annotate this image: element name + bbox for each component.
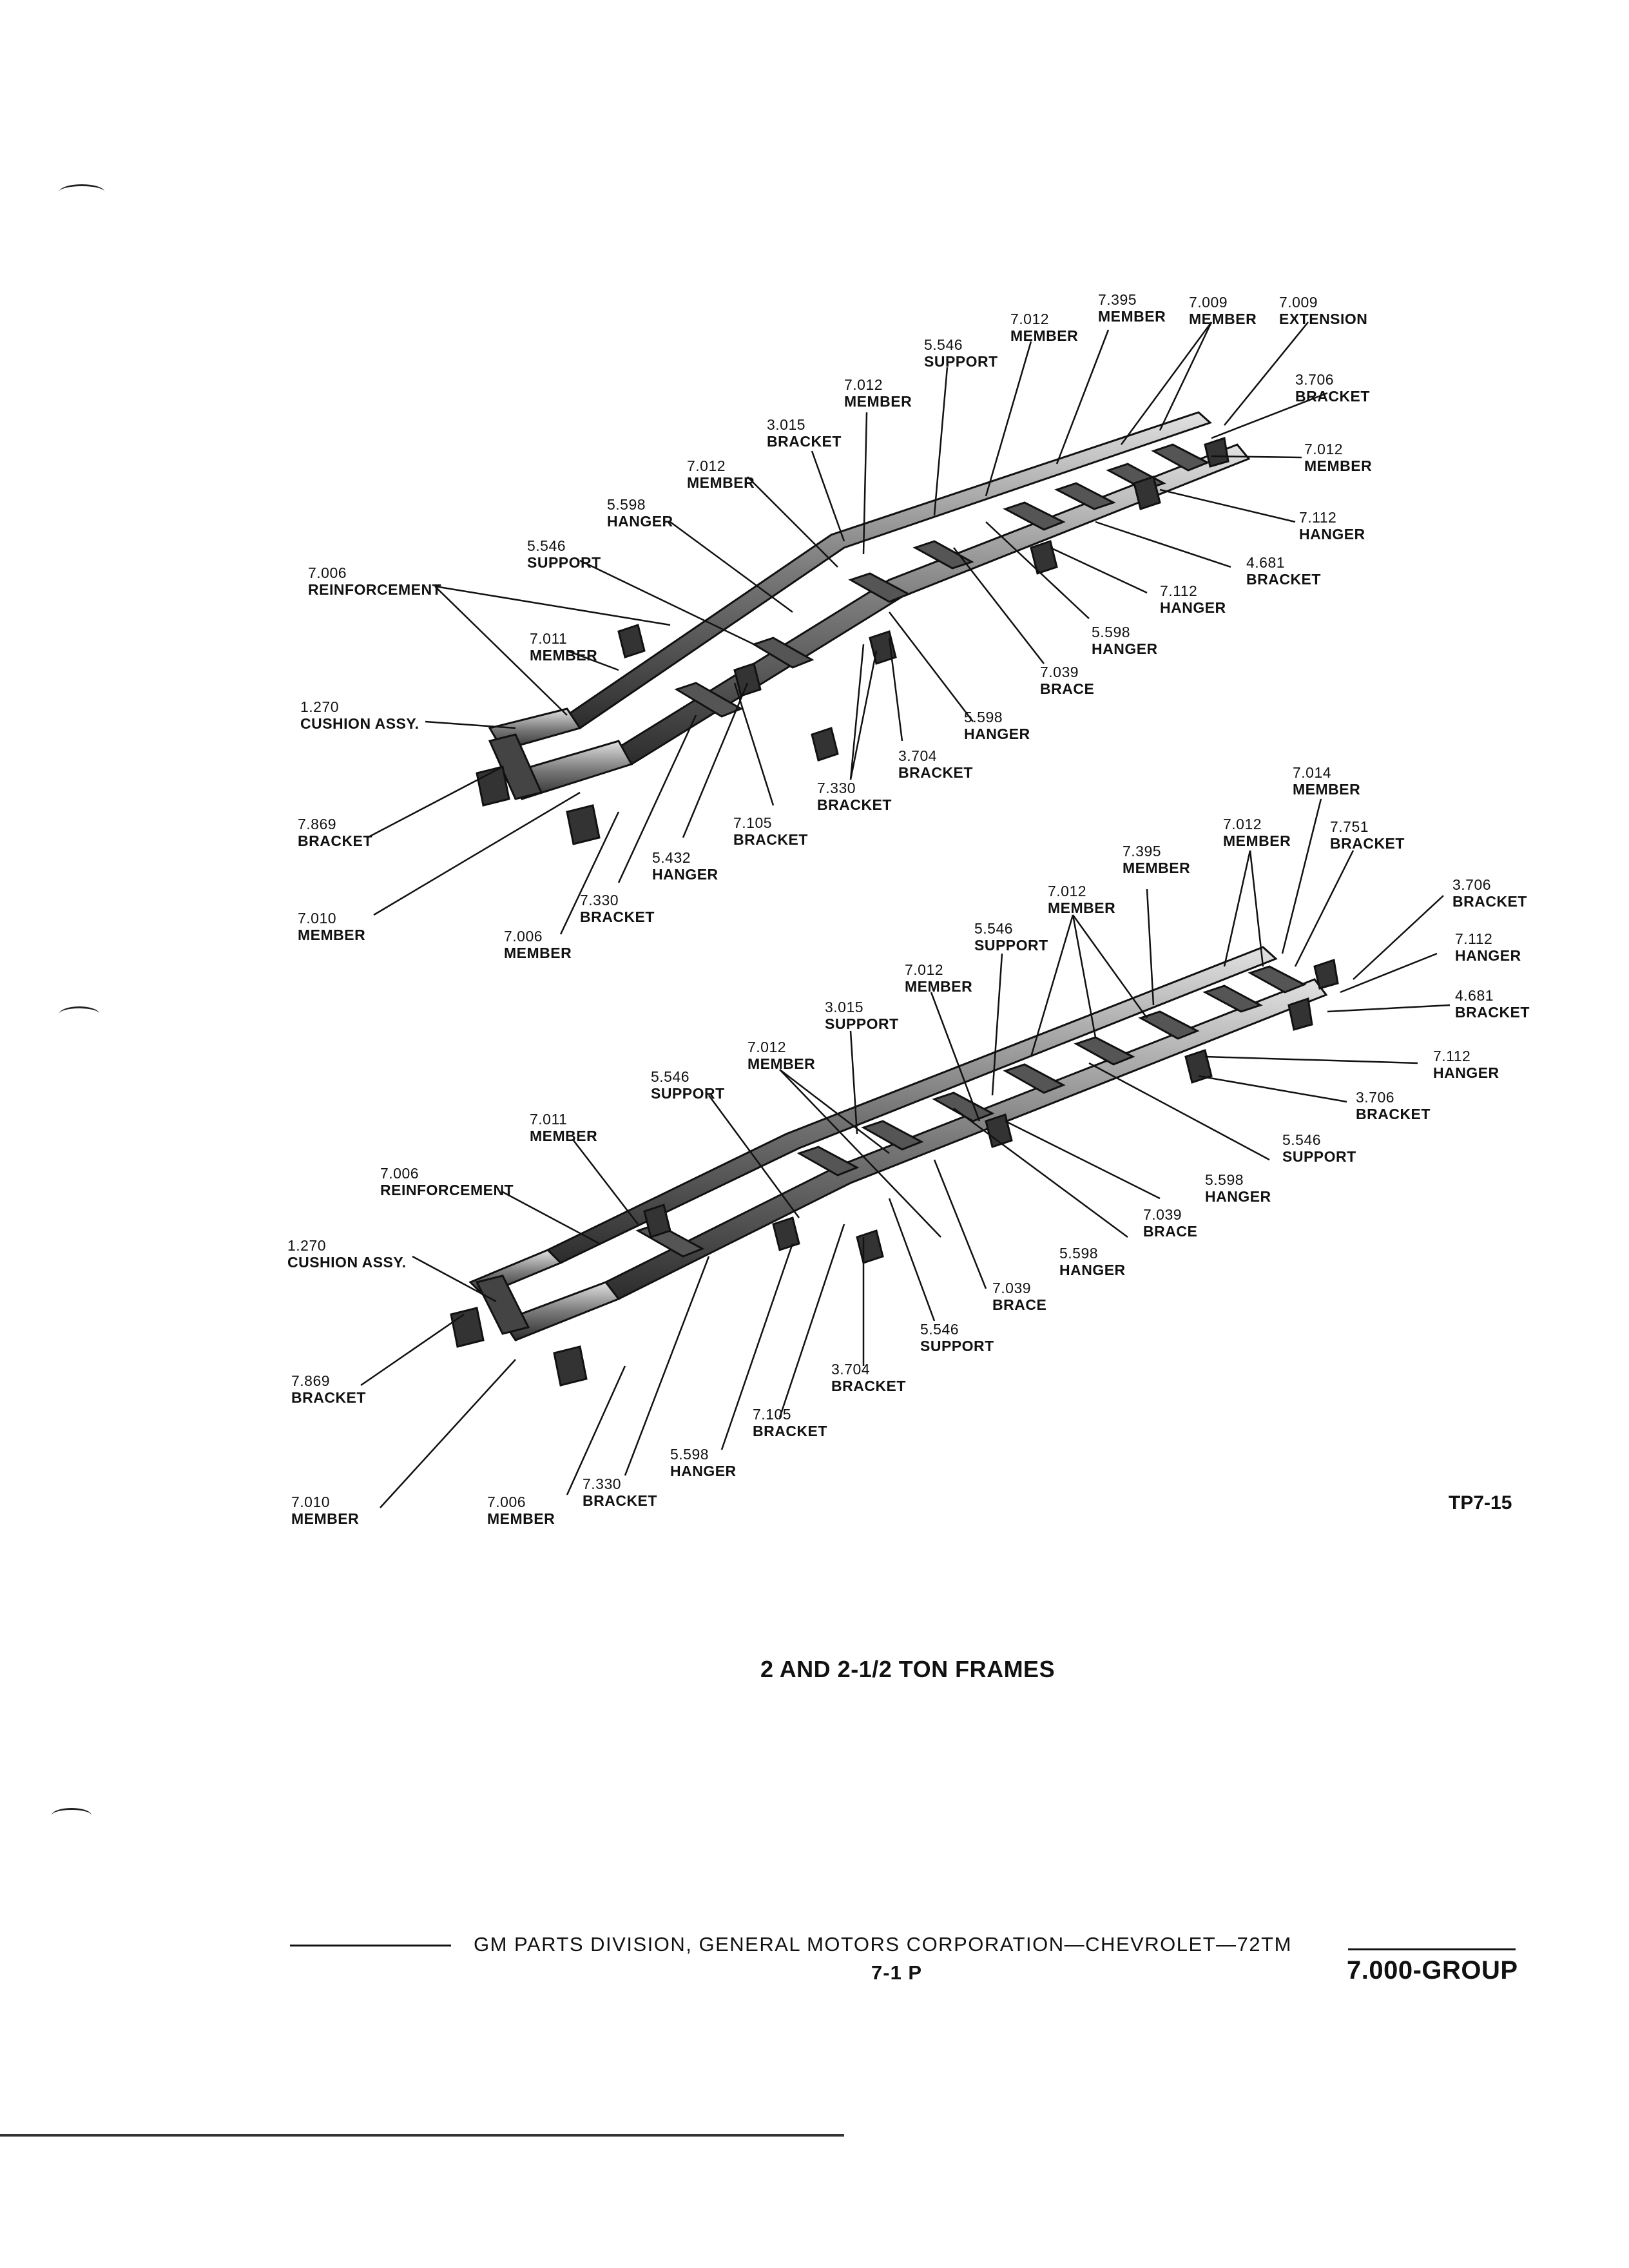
lower-label-1270-cushion-assy xyxy=(287,1237,407,1271)
label-name: SUPPORT xyxy=(974,937,1048,954)
label-name: BRACKET xyxy=(1295,388,1370,405)
label-name: MEMBER xyxy=(747,1055,816,1072)
label-number: 7.009 xyxy=(1279,294,1318,311)
label-name: HANGER xyxy=(1160,599,1226,616)
upper-label-7009-extension xyxy=(1279,294,1367,327)
label-number: 7.105 xyxy=(733,814,773,831)
lower-label-7751-bracket xyxy=(1330,818,1405,852)
label-name: MEMBER xyxy=(1189,311,1257,327)
label-name: MEMBER xyxy=(1098,308,1166,325)
label-name: HANGER xyxy=(652,866,718,883)
lower-label-7011-member xyxy=(530,1111,597,1144)
label-name: BRACE xyxy=(1040,680,1095,697)
lower-label-7012-member-a xyxy=(1223,816,1291,849)
label-number: 7.039 xyxy=(1143,1206,1182,1223)
label-number: 7.011 xyxy=(530,630,568,647)
upper-label-7112-hanger-b xyxy=(1160,582,1226,616)
label-number: 7.012 xyxy=(747,1039,787,1055)
lower-label-7112-hanger-a xyxy=(1455,930,1521,964)
label-number: 3.015 xyxy=(767,416,806,433)
label-number: 7.006 xyxy=(308,564,347,581)
label-name: BRACKET xyxy=(753,1423,827,1439)
label-number: 1.270 xyxy=(300,698,340,715)
label-name: MEMBER xyxy=(298,927,366,943)
label-number: 7.012 xyxy=(905,961,944,978)
lower-label-7112-hanger-b xyxy=(1433,1048,1499,1081)
label-number: 7.006 xyxy=(487,1494,526,1510)
lower-label-7039-brace-a xyxy=(1143,1206,1197,1240)
label-number: 5.546 xyxy=(651,1068,690,1085)
label-number: 4.681 xyxy=(1455,987,1494,1004)
upper-label-7330-bracket-a xyxy=(817,780,892,813)
label-name: BRACKET xyxy=(291,1389,366,1406)
label-number: 5.546 xyxy=(974,920,1014,937)
label-name: HANGER xyxy=(1059,1262,1126,1278)
label-number: 5.546 xyxy=(1282,1131,1322,1148)
label-name: MEMBER xyxy=(905,978,973,995)
label-name: SUPPORT xyxy=(924,353,998,370)
label-name: BRACE xyxy=(992,1296,1047,1313)
upper-label-7395-member xyxy=(1098,291,1166,325)
label-number: 7.012 xyxy=(1223,816,1262,832)
label-name: SUPPORT xyxy=(825,1015,899,1032)
footer-publisher: GM PARTS DIVISION, GENERAL MOTORS CORPORATION—CHEVROLET—72TM xyxy=(474,1933,1292,1956)
label-number: 7.012 xyxy=(1010,311,1050,327)
label-number: 7.039 xyxy=(1040,664,1079,680)
lower-label-7006-member xyxy=(487,1494,555,1527)
upper-label-7012-member-a xyxy=(1010,311,1078,344)
label-name: CUSHION ASSY. xyxy=(287,1254,407,1271)
label-name: MEMBER xyxy=(530,1128,598,1144)
lower-crossmembers xyxy=(638,966,1304,1256)
label-number: 3.704 xyxy=(831,1361,871,1378)
lower-label-7395-member xyxy=(1123,843,1190,876)
label-name: BRACKET xyxy=(817,796,892,813)
footer-rule-right xyxy=(1348,1948,1516,1950)
lower-label-7869-bracket xyxy=(291,1372,366,1406)
label-name: HANGER xyxy=(964,726,1030,742)
lower-label-4681-bracket xyxy=(1455,987,1530,1021)
label-name: HANGER xyxy=(1455,947,1521,964)
label-number: 5.598 xyxy=(1092,624,1131,640)
label-number: 7.006 xyxy=(380,1165,419,1182)
lower-label-5546-support-c xyxy=(1282,1131,1356,1165)
label-number: 3.706 xyxy=(1356,1089,1395,1106)
upper-label-7012-member-d xyxy=(687,457,755,491)
upper-label-7012-member-b xyxy=(844,376,912,410)
label-number: 7.010 xyxy=(291,1494,331,1510)
label-name: BRACKET xyxy=(767,433,842,450)
label-number: 7.869 xyxy=(291,1372,331,1389)
label-name: MEMBER xyxy=(530,647,598,664)
label-number: 7.869 xyxy=(298,816,337,832)
lower-label-3706-bracket-a xyxy=(1452,876,1527,910)
lower-front-crossmember xyxy=(477,1276,528,1334)
label-name: HANGER xyxy=(607,513,673,530)
label-number: 7.009 xyxy=(1189,294,1228,311)
label-number: 7.330 xyxy=(583,1475,622,1492)
upper-label-7869-bracket xyxy=(298,816,372,849)
lower-label-7010-member xyxy=(291,1494,359,1527)
label-number: 7.395 xyxy=(1098,291,1137,308)
label-name: MEMBER xyxy=(291,1510,360,1527)
bottom-scan-rule xyxy=(0,2134,844,2137)
upper-label-1270-cushion-assy xyxy=(300,698,419,732)
label-number: 5.598 xyxy=(1205,1171,1244,1188)
label-name: MEMBER xyxy=(1293,781,1361,798)
label-name: BRACKET xyxy=(733,831,808,848)
label-number: 7.330 xyxy=(817,780,856,796)
label-number: 5.598 xyxy=(670,1446,709,1463)
label-number: 7.012 xyxy=(687,457,726,474)
figure-id: TP7-15 xyxy=(1449,1492,1512,1514)
label-name: MEMBER xyxy=(487,1510,555,1527)
label-name: BRACKET xyxy=(831,1378,906,1394)
lower-label-7012-member-d xyxy=(747,1039,815,1072)
label-name: REINFORCEMENT xyxy=(308,581,442,598)
label-number: 5.546 xyxy=(924,336,963,353)
lower-label-5546-support-d xyxy=(920,1321,994,1354)
lower-label-5598-hanger-a xyxy=(1205,1171,1271,1205)
label-number: 3.015 xyxy=(825,999,864,1015)
label-number: 1.270 xyxy=(287,1237,327,1254)
label-number: 7.330 xyxy=(580,892,619,908)
upper-label-5598-hanger-b xyxy=(1092,624,1158,657)
upper-label-3015-bracket xyxy=(767,416,842,450)
lower-label-7105-bracket xyxy=(753,1406,827,1439)
label-name: SUPPORT xyxy=(1282,1148,1356,1165)
group-number: 7.000-GROUP xyxy=(1347,1956,1518,1984)
label-number: 7.039 xyxy=(992,1280,1032,1296)
label-name: BRACKET xyxy=(298,832,372,849)
label-name: BRACKET xyxy=(1356,1106,1431,1122)
label-name: MEMBER xyxy=(1048,899,1116,916)
label-number: 7.112 xyxy=(1299,509,1337,526)
upper-label-5598-hanger-c xyxy=(964,709,1030,742)
upper-label-7039-brace xyxy=(1040,664,1094,697)
label-name: REINFORCEMENT xyxy=(380,1182,514,1198)
label-name: HANGER xyxy=(670,1463,737,1479)
label-number: 3.706 xyxy=(1295,371,1335,388)
label-name: SUPPORT xyxy=(527,554,601,571)
label-name: BRACE xyxy=(1143,1223,1198,1240)
label-name: BRACKET xyxy=(898,764,973,781)
upper-label-7112-hanger-a xyxy=(1299,509,1365,543)
label-number: 3.704 xyxy=(898,747,938,764)
label-name: MEMBER xyxy=(504,945,572,961)
lower-label-7039-brace-b xyxy=(992,1280,1046,1313)
lower-label-3706-bracket-b xyxy=(1356,1089,1431,1122)
upper-label-3706-bracket xyxy=(1295,371,1370,405)
upper-label-5546-support-a xyxy=(924,336,998,370)
upper-label-7330-bracket-b xyxy=(580,892,655,925)
label-number: 7.112 xyxy=(1433,1048,1471,1064)
label-name: SUPPORT xyxy=(651,1085,725,1102)
upper-label-5598-hanger-a xyxy=(607,496,673,530)
footer-rule-left xyxy=(290,1945,451,1946)
upper-label-7009-member xyxy=(1189,294,1257,327)
lower-near-rail xyxy=(606,979,1326,1299)
label-name: HANGER xyxy=(1092,640,1158,657)
label-number: 5.598 xyxy=(964,709,1003,726)
upper-label-5546-support-b xyxy=(527,537,601,571)
label-number: 7.112 xyxy=(1160,582,1198,599)
label-name: MEMBER xyxy=(687,474,755,491)
lower-label-7012-member-c xyxy=(905,961,972,995)
label-name: MEMBER xyxy=(1304,457,1373,474)
upper-label-7010-member xyxy=(298,910,365,943)
label-name: HANGER xyxy=(1205,1188,1271,1205)
lower-label-7006-reinforcement xyxy=(380,1165,514,1198)
upper-label-7006-member xyxy=(504,928,572,961)
label-number: 4.681 xyxy=(1246,554,1286,571)
upper-label-7011-member xyxy=(530,630,597,664)
label-name: HANGER xyxy=(1433,1064,1499,1081)
lower-label-5546-support-a xyxy=(974,920,1048,954)
label-number: 7.395 xyxy=(1123,843,1162,860)
label-name: BRACKET xyxy=(1452,893,1527,910)
upper-label-5432-hanger xyxy=(652,849,718,883)
label-name: MEMBER xyxy=(1223,832,1291,849)
lower-label-3015-support xyxy=(825,999,899,1032)
upper-label-7006-reinforcement xyxy=(308,564,441,598)
upper-label-7105-bracket xyxy=(733,814,808,848)
lower-label-3704-bracket xyxy=(831,1361,906,1394)
label-name: HANGER xyxy=(1299,526,1365,543)
label-number: 7.006 xyxy=(504,928,543,945)
lower-label-5598-hanger-b xyxy=(1059,1245,1126,1278)
label-number: 7.010 xyxy=(298,910,337,927)
label-name: MEMBER xyxy=(1123,860,1191,876)
label-number: 5.598 xyxy=(1059,1245,1099,1262)
label-number: 7.014 xyxy=(1293,764,1332,781)
label-name: MEMBER xyxy=(1010,327,1079,344)
label-name: CUSHION ASSY. xyxy=(300,715,419,732)
label-name: BRACKET xyxy=(1455,1004,1530,1021)
label-number: 7.751 xyxy=(1330,818,1369,835)
label-name: BRACKET xyxy=(1330,835,1405,852)
label-name: BRACKET xyxy=(1246,571,1321,588)
upper-label-3704-bracket xyxy=(898,747,973,781)
lower-label-5546-support-b xyxy=(651,1068,725,1102)
upper-label-4681-bracket xyxy=(1246,554,1321,588)
label-name: BRACKET xyxy=(580,908,655,925)
label-number: 7.112 xyxy=(1455,930,1493,947)
label-name: SUPPORT xyxy=(920,1338,994,1354)
label-name: BRACKET xyxy=(583,1492,657,1509)
label-name: MEMBER xyxy=(844,393,912,410)
label-number: 5.546 xyxy=(527,537,566,554)
upper-label-7012-member-c xyxy=(1304,441,1372,474)
label-number: 7.012 xyxy=(1304,441,1344,457)
lower-label-7330-bracket xyxy=(583,1475,657,1509)
label-name: EXTENSION xyxy=(1279,311,1368,327)
lower-label-7014-member xyxy=(1293,764,1360,798)
label-number: 3.706 xyxy=(1452,876,1492,893)
label-number: 7.012 xyxy=(844,376,883,393)
lower-label-7012-member-b xyxy=(1048,883,1115,916)
figure-title: 2 AND 2-1/2 TON FRAMES xyxy=(760,1656,1055,1682)
lower-label-5598-hanger-c xyxy=(670,1446,737,1479)
label-number: 7.011 xyxy=(530,1111,568,1128)
page-number: 7-1 P xyxy=(871,1961,923,1984)
label-number: 5.432 xyxy=(652,849,691,866)
label-number: 5.598 xyxy=(607,496,646,513)
left-margin-mark-bottom xyxy=(52,1808,92,1823)
label-number: 5.546 xyxy=(920,1321,959,1338)
label-number: 7.012 xyxy=(1048,883,1087,899)
label-number: 7.105 xyxy=(753,1406,792,1423)
upper-far-rail xyxy=(567,412,1210,728)
